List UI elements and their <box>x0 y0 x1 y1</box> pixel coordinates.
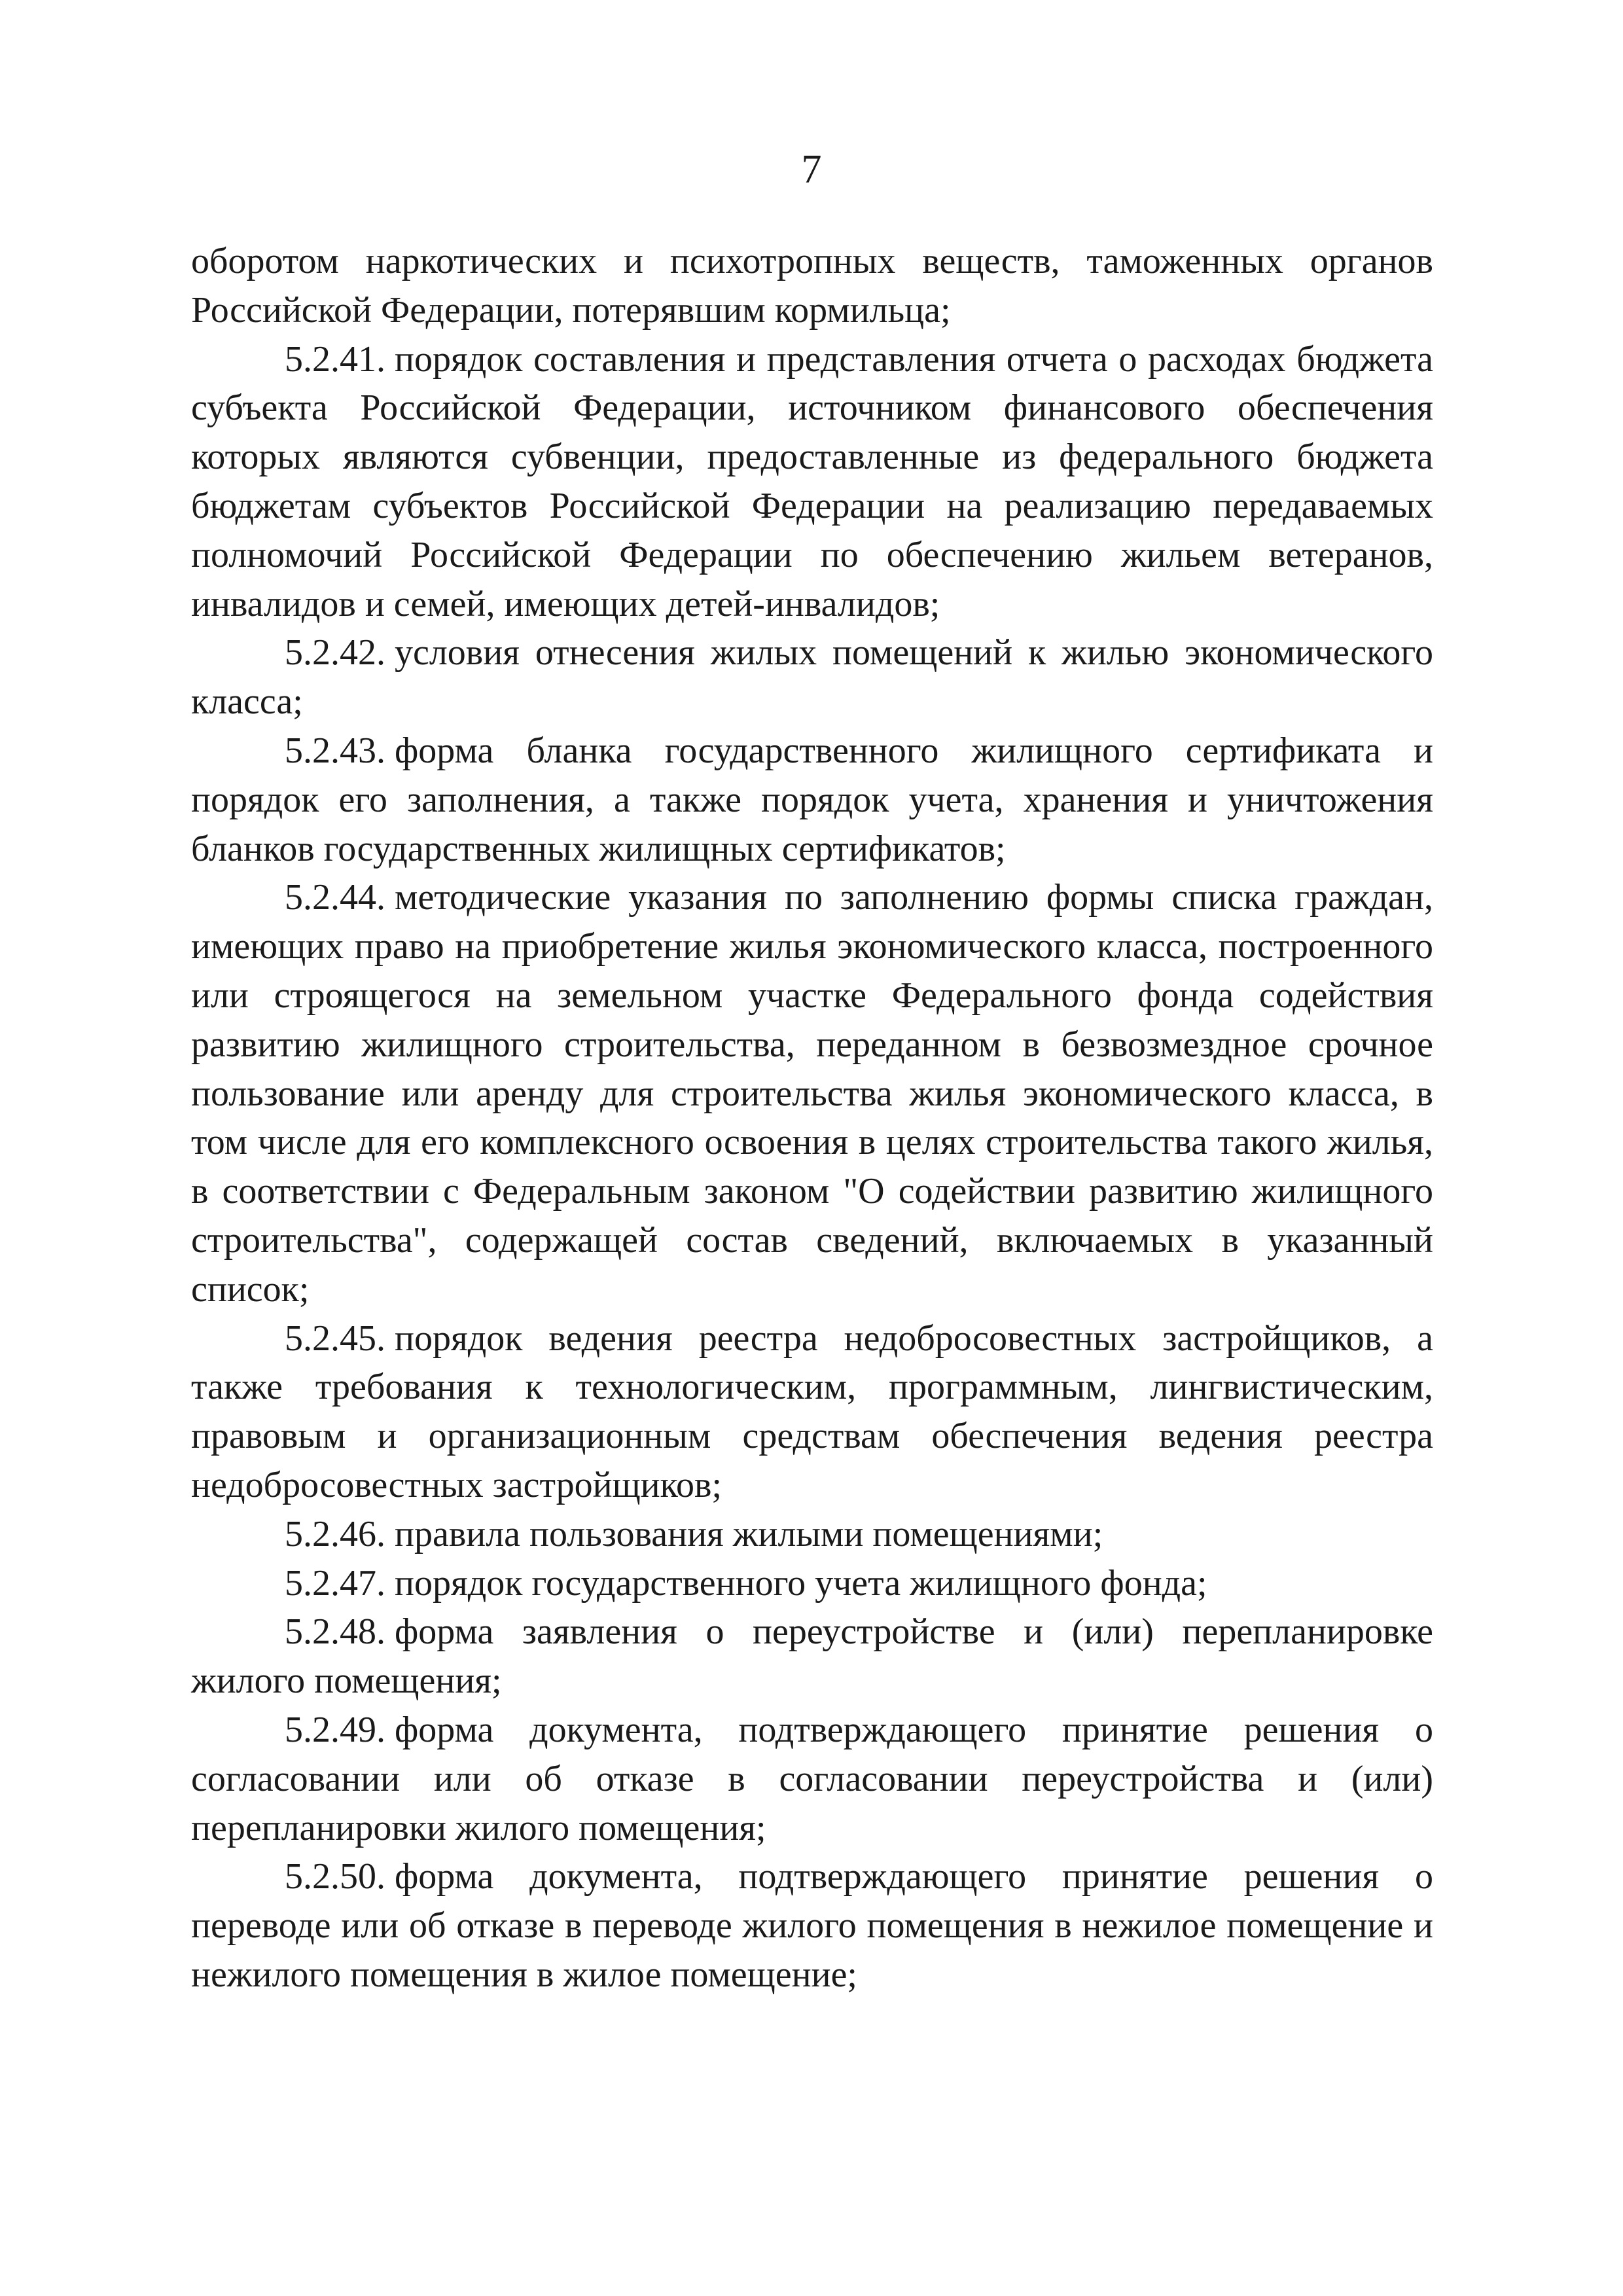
clause-text: форма документа, подтверждающего принятие решения о согласовании или об отказе в согласовании переустройства и (или) перепланировки жилого помещения; <box>191 1709 1433 1848</box>
paragraph <box>191 726 1433 873</box>
paragraph <box>191 1706 1433 1852</box>
clause-text: форма заявления о переустройстве и (или) перепланировке жилого помещения; <box>191 1611 1433 1702</box>
clause-number: 5.2.47. <box>285 1562 385 1604</box>
paragraph <box>191 1559 1433 1608</box>
clause-text: правила пользования жилыми помещениями; <box>395 1513 1103 1554</box>
clause-number: 5.2.41. <box>285 338 385 380</box>
clause-text: оборотом наркотических и психотропных веществ, таможенных органов Российской Федерации, потерявшим кормильца; <box>191 241 1433 331</box>
paragraph <box>191 1607 1433 1706</box>
clause-number: 5.2.43. <box>285 730 385 771</box>
clause-number: 5.2.49. <box>285 1709 385 1750</box>
paragraph <box>191 1510 1433 1559</box>
clause-number: 5.2.48. <box>285 1611 385 1653</box>
paragraph <box>191 237 1433 335</box>
clause-text: форма документа, подтверждающего принятие решения о переводе или об отказе в переводе жилого помещения в нежилое помещение и нежилого помещения в жилое помещение; <box>191 1856 1433 1995</box>
clause-number: 5.2.50. <box>285 1856 385 1897</box>
clause-text: условия отнесения жилых помещений к жилью экономического класса; <box>191 632 1433 723</box>
page-number: 7 <box>801 147 822 192</box>
paragraph <box>191 1852 1433 1999</box>
clause-text: форма бланка государственного жилищного сертификата и порядок его заполнения, а также порядок учета, хранения и уничтожения бланков государственных жилищных сертификатов; <box>191 730 1433 869</box>
clause-text: порядок ведения реестра недобросовестных застройщиков, а также требования к технологическим, программным, лингвистическим, правовым и организационным средствам обеспечения ведения реестра недобросовестных застройщиков; <box>191 1318 1433 1505</box>
clause-text: порядок составления и представления отчета о расходах бюджета субъекта Российской Федерации, источником финансового обеспечения которых являются субвенции, предоставленные из федерального бюджета бюджетам субъектов Российской Федерации на реализацию передаваемых полномочий Российской Федерации по обеспечению жильем ветеранов, инвалидов и семей, имеющих детей-инвалидов; <box>191 338 1433 624</box>
document-body <box>191 237 1433 2000</box>
clause-number: 5.2.42. <box>285 632 385 673</box>
clause-text: методические указания по заполнению формы списка граждан, имеющих право на приобретение жилья экономического класса, построенного или строящегося на земельном участке Федерального фонда содействия развитию жилищного строительства, переданном в безвозмездное срочное пользование или аренду для строительства жилья экономического класса, в том числе для его комплексного освоения в целях строительства такого жилья, в соответствии с Федеральным законом "О содействии развитию жилищного строительства", содержащей состав сведений, включаемых в указанный список; <box>191 877 1433 1310</box>
clause-number: 5.2.45. <box>285 1318 385 1359</box>
paragraph <box>191 1314 1433 1510</box>
paragraph <box>191 335 1433 629</box>
clause-number: 5.2.44. <box>285 877 385 918</box>
paragraph <box>191 628 1433 726</box>
clause-text: порядок государственного учета жилищного фонда; <box>395 1562 1207 1604</box>
paragraph <box>191 873 1433 1314</box>
clause-number: 5.2.46. <box>285 1513 385 1554</box>
